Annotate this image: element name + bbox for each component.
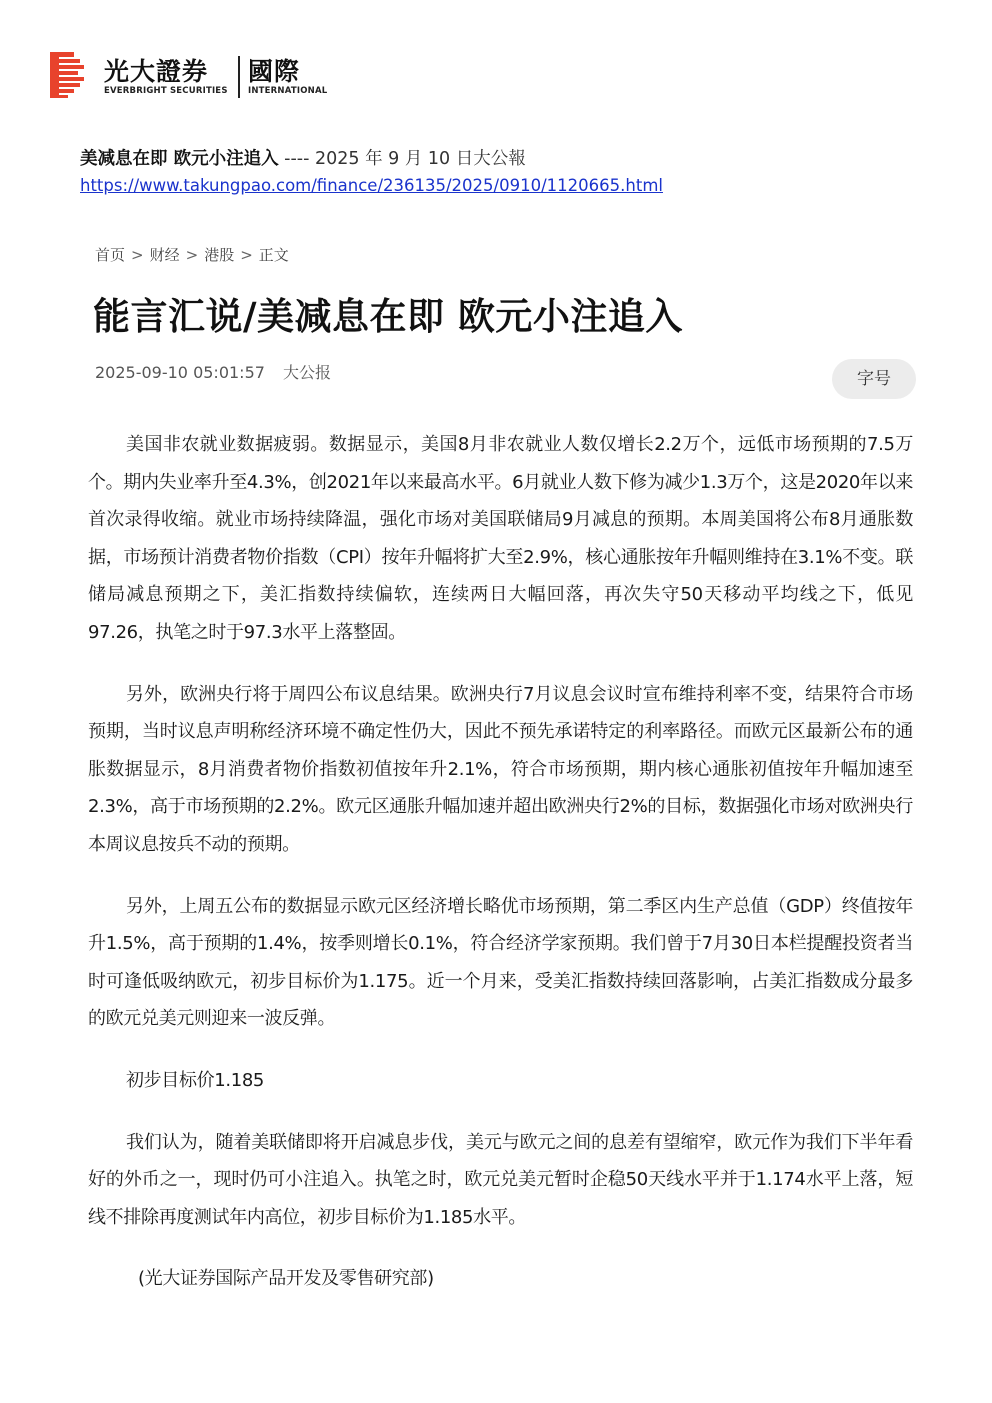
breadcrumb-separator: >: [131, 246, 144, 264]
article-meta: [95, 360, 331, 383]
logo-name-en-left: EVERBRIGHT SECURITIES: [104, 86, 228, 96]
source-title: 美减息在即 欧元小注追入: [80, 149, 279, 169]
company-logo: [48, 50, 348, 102]
article-paragraph: 美国非农就业数据疲弱。数据显示，美国8月非农就业人数仅增长2.2万个，远低市场预期的7.5万个。期内失业率升至4.3%，创2021年以来最高水平。6月就业人数下修为减少1.3万个，这是2020年以来首次录得收缩。就业市场持续降温，强化市场对美国联储局9月减息的预期。本周美国将公布8月通胀数据，市场预计消费者物价指数（CPI）按年升幅将扩大至2.9%，核心通胀按年升幅则维持在3.1%不变。联储局减息预期之下，美汇指数持续偏软，连续两日大幅回落，再次失守50天移动平均线之下，低见97.26，执笔之时于97.3水平上落整固。: [88, 434, 913, 643]
breadcrumb-item-home[interactable]: 首页: [95, 246, 126, 264]
breadcrumb-item-finance[interactable]: 财经: [149, 246, 180, 264]
article-datetime: 2025-09-10 05:01:57: [95, 363, 265, 382]
article-paragraph: 我们认为，随着美联储即将开启减息步伐，美元与欧元之间的息差有望缩窄，欧元作为我们下半年看好的外币之一，现时仍可小注追入。执笔之时，欧元兑美元暂时企稳50天线水平并于1.174水平上落，短线不排除再度测试年内高位，初步目标价为1.185水平。: [88, 1131, 913, 1228]
breadcrumb-item-hk-stocks[interactable]: 港股: [204, 246, 235, 264]
font-size-button[interactable]: 字号: [832, 359, 916, 399]
breadcrumb: [95, 244, 289, 265]
breadcrumb-separator: >: [240, 246, 253, 264]
everbright-logo-icon: [48, 50, 88, 100]
article-headline: 能言汇说/美减息在即 欧元小注追入: [93, 295, 683, 338]
article-paragraph: 另外，欧洲央行将于周四公布议息结果。欧洲央行7月议息会议时宣布维持利率不变，结果符合市场预期，当时议息声明称经济环境不确定性仍大，因此不预先承诺特定的利率路径。而欧元区最新公布的通胀数据显示，8月消费者物价指数初值按年升2.1%，符合市场预期，期内核心通胀初值按年升幅加速至2.3%，高于市场预期的2.2%。欧元区通胀升幅加速并超出欧洲央行2%的目标，数据强化市场对欧洲央行本周议息按兵不动的预期。: [88, 683, 913, 855]
article-body: [88, 426, 913, 1298]
logo-name-en-right: INTERNATIONAL: [248, 86, 328, 96]
breadcrumb-item-article: 正文: [258, 246, 289, 264]
logo-name-cn-right: 國際: [248, 57, 301, 86]
source-line: [80, 145, 526, 170]
logo-divider: [238, 56, 240, 98]
article-credit: (光大证券国际产品开发及零售研究部): [138, 1268, 434, 1290]
article-publisher: 大公报: [282, 363, 331, 382]
logo-name-cn-left: 光大證券: [104, 57, 209, 86]
article-paragraph: 另外，上周五公布的数据显示欧元区经济增长略优市场预期，第二季区内生产总值（GDP）终值按年升1.5%，高于预期的1.4%，按季则增长0.1%，符合经济学家预期。我们曾于7月30日本栏提醒投资者当时可逢低吸纳欧元，初步目标价为1.175。近一个月来，受美汇指数持续回落影响，占美汇指数成分最多的欧元兑美元则迎来一波反弹。: [88, 895, 913, 1030]
source-url-link[interactable]: https://www.takungpao.com/finance/236135/2025/0910/1120665.html: [80, 176, 663, 195]
source-meta: ---- 2025 年 9 月 10 日大公報: [278, 149, 526, 169]
article-subheading: 初步目标价1.185: [126, 1069, 265, 1091]
breadcrumb-separator: >: [185, 246, 199, 264]
